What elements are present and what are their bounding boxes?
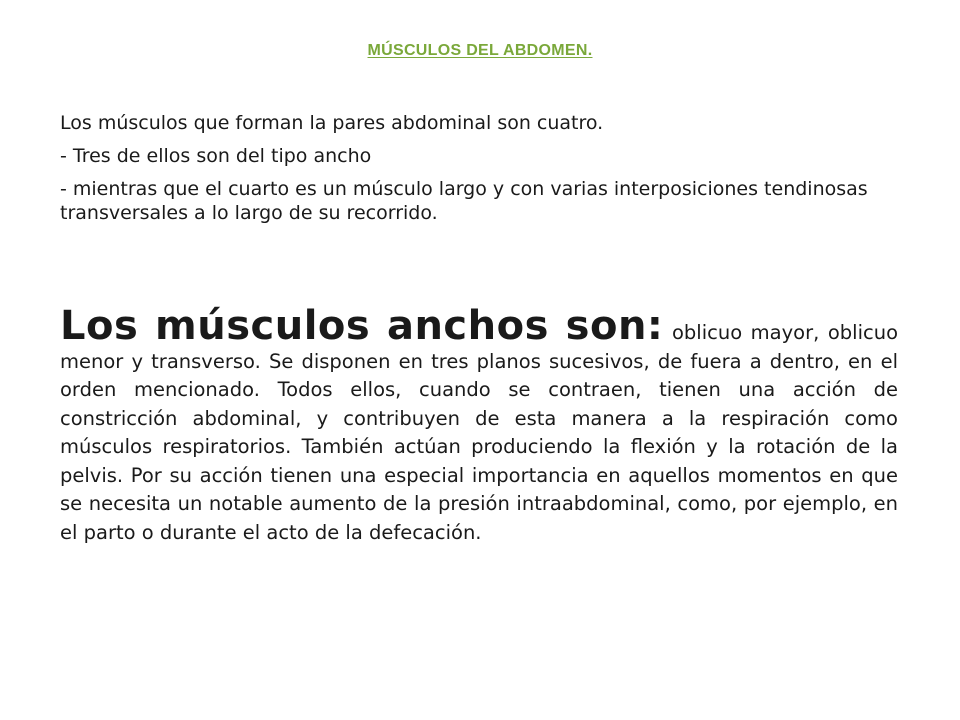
intro-line-wide: - Tres de ellos son del tipo ancho (60, 145, 372, 167)
slide-title (0, 42, 960, 60)
wide-muscles-heading: Los músculos anchos son: (60, 303, 664, 349)
intro-line-long: - mientras que el cuarto es un músculo largo y con varias interposiciones tendinosas transversales a lo largo de su recorrido. (60, 178, 868, 224)
wide-muscles-body: oblicuo mayor, oblicuo menor y transverso. Se disponen en tres planos sucesivos, de fuera a dentro, en el orden mencionado. Todos ellos, cuando se contraen, tienen una acción de constricción abdominal, y contribuyen de esta manera a la respiración como músculos respiratorios. También actúan produciendo la flexión y la rotación de la pelvis. Por su acción tienen una especial importancia en aquellos momentos en que se necesita un notable aumento de la presión intraabdominal, como, por ejemplo, en el parto o durante el acto de la defecación. (60, 321, 898, 544)
slide-title-text: MÚSCULOS DEL ABDOMEN. (367, 42, 593, 59)
wide-muscles-paragraph (60, 303, 898, 547)
intro-line-count: Los músculos que forman la pares abdominal son cuatro. (60, 112, 604, 134)
intro-text-block (60, 111, 910, 234)
